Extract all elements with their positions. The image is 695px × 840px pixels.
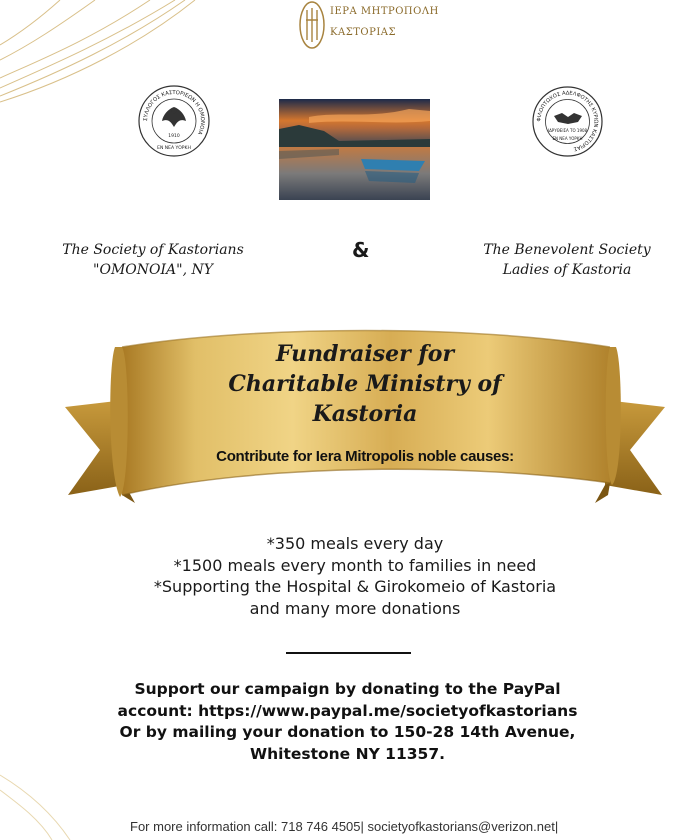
ribbon-title-line3: Kastoria: [312, 401, 418, 427]
causes-list: [100, 533, 610, 619]
left-seal-year: 1910: [168, 134, 180, 139]
contact-footer: For more information call: 718 746 4505| societyofkastorians@verizon.net|: [130, 819, 559, 834]
cause-item: and many more donations: [249, 598, 461, 618]
org-omonoia-line1: The Society of Kastorians: [62, 242, 244, 258]
benevolent-society-seal: [532, 86, 603, 157]
ampersand: &: [352, 238, 370, 262]
ribbon-title-line2: Charitable Ministry of: [228, 371, 502, 397]
section-divider: [286, 652, 411, 654]
cause-item: *350 meals every day: [266, 534, 444, 553]
ribbon-title-line1: Fundraiser for: [275, 341, 455, 367]
crest-line-2: ΚΑΣΤΟΡΙΑΣ: [330, 27, 397, 38]
left-seal-bottom: ΕΝ ΝΕΑ ΥΟΡΚΗ: [157, 146, 191, 151]
support-line-4: Whitestone NY 11357.: [250, 744, 445, 763]
right-seal-text: ΦΙΛΟΠΤΩΧΟΣ ΑΔΕΛΦΟΤΗΣ ΚΥΡΙΩΝ ΚΑΣΤΟΡΙΑΣ: [536, 90, 599, 152]
omonoia-society-seal: [138, 85, 210, 157]
right-seal-center: ΙΔΡΥΘΕΙΣΑ ΤΟ 1908: [547, 128, 588, 133]
metropolis-crest: [298, 0, 439, 52]
org-omonoia-line2: "OMONOIA", NY: [93, 262, 213, 278]
org-benevolent: [472, 240, 662, 280]
org-benevolent-line1: The Benevolent Society: [483, 242, 651, 258]
ribbon-subtitle: Contribute for Iera Mitropolis noble causes:: [216, 448, 514, 465]
crest-line-1: ΙΕΡΑ ΜΗΤΡΟΠΟΛΗ: [330, 6, 439, 17]
org-omonoia: [58, 240, 248, 280]
right-seal-bottom: ΕΝ ΝΕΑ ΥΟΡΚΗ: [552, 136, 583, 141]
support-line-2-paypal-link[interactable]: account: https://www.paypal.me/societyofkastorians: [117, 701, 578, 720]
left-seal-text: ΣΥΛΛΟΓΟΣ ΚΑΣΤΟΡΙΕΩΝ Η ΟΜΟΝΟΙΑ: [142, 89, 206, 136]
org-benevolent-line2: Ladies of Kastoria: [502, 262, 632, 278]
cause-item: *1500 meals every month to families in need: [173, 555, 537, 575]
cause-item: *Supporting the Hospital & Girokomeio of Kastoria: [153, 577, 557, 596]
support-line-1: Support our campaign by donating to the PayPal: [134, 680, 561, 698]
crest-emblem-icon: [298, 0, 326, 50]
kastoria-lake-photo: [279, 99, 430, 200]
support-line-3: Or by mailing your donation to 150-28 14th Avenue,: [119, 723, 576, 741]
support-instructions: [50, 679, 645, 765]
